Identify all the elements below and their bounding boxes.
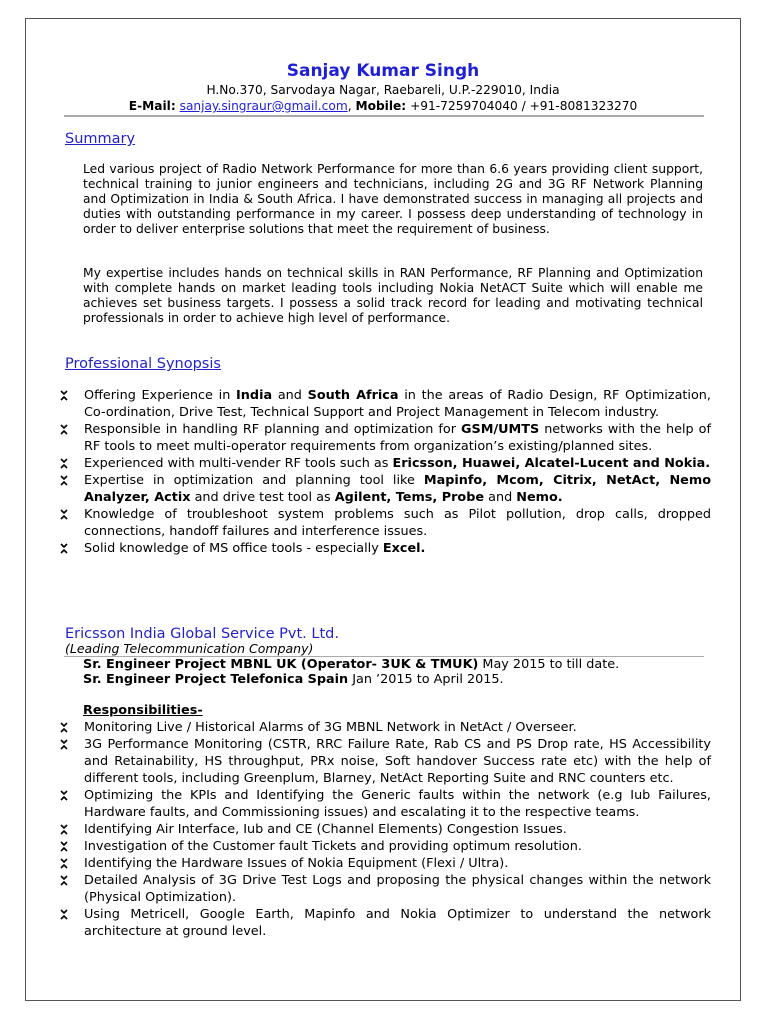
summary-paragraph-1: Led various project of Radio Network Performance for more than 6.6 years providing client support, technical training to junior engineers and technicians, including 2G and 3G RF Network Planning and Optimization in India & South Africa. I have demonstrated success in managing all projects and duties with outstanding performance in my career. I possess deep understanding of technology in order to deliver enterprise solutions that meet the requirement of business. [83, 162, 703, 236]
email-link[interactable]: sanjay.singraur@gmail.com [179, 99, 348, 113]
header-divider [64, 115, 704, 117]
list-item: Identifying the Hardware Issues of Nokia Equipment (Flexi / Ultra). [60, 855, 711, 872]
bullet-arrow-icon [60, 543, 68, 554]
list-item: Offering Experience in India and South Africa in the areas of Radio Design, RF Optimization, Co-ordination, Drive Test, Technical Support and Project Management in Telecom industry. [60, 387, 711, 421]
list-item: 3G Performance Monitoring (CSTR, RRC Failure Rate, Rab CS and PS Drop rate, HS Accessibility and Retainability, HS throughput, PRx noise, Soft handover Success rate etc) with the help of different tools, including Greenplum, Blarney, NetAct Reporting Suite and RNC counters etc. [60, 736, 711, 787]
responsibilities-title: Responsibilities- [83, 703, 203, 718]
list-item: Investigation of the Customer fault Tickets and providing optimum resolution. [60, 838, 711, 855]
list-item: Knowledge of troubleshoot system problems such as Pilot pollution, drop calls, dropped connections, handoff failures and interference issues. [60, 506, 711, 540]
company-name: Ericsson India Global Service Pvt. Ltd. [65, 626, 339, 642]
role-line: Sr. Engineer Project Telefonica Spain Jan ’2015 to April 2015. [83, 672, 504, 687]
list-item: Experienced with multi-vender RF tools such as Ericsson, Huawei, Alcatel-Lucent and Nokia. [60, 455, 711, 472]
list-item: Responsible in handling RF planning and optimization for GSM/UMTS networks with the help of RF tools to meet multi-operator requirements from organization’s existing/planned sites. [60, 421, 711, 455]
bullet-arrow-icon [60, 858, 68, 869]
bullet-arrow-icon [60, 875, 68, 886]
list-item: Optimizing the KPIs and Identifying the Generic faults within the network (e.g Iub Failures, Hardware faults, and Commissioning issues) and escalating it to the respective teams. [60, 787, 711, 821]
list-item: Using Metricell, Google Earth, Mapinfo and Nokia Optimizer to understand the network architecture at ground level. [60, 906, 711, 940]
bullet-arrow-icon [60, 509, 68, 520]
responsibilities-list [60, 719, 711, 940]
summary-title: Summary [65, 131, 136, 147]
list-item: Monitoring Live / Historical Alarms of 3G MBNL Network in NetAct / Overseer. [60, 719, 711, 736]
bullet-arrow-icon [60, 841, 68, 852]
contact-line: E-Mail: sanjay.singraur@gmail.com, Mobile: +91-7259704040 / +91-8081323270 [128, 99, 638, 113]
address: H.No.370, Sarvodaya Nagar, Raebareli, U.P.-229010, India [206, 83, 560, 97]
list-item: Detailed Analysis of 3G Drive Test Logs and proposing the physical changes within the network (Physical Optimization). [60, 872, 711, 906]
candidate-name: Sanjay Kumar Singh [286, 61, 480, 81]
list-item: Expertise in optimization and planning tool like Mapinfo, Mcom, Citrix, NetAct, Nemo Analyzer, Actix and drive test tool as Agilent, Tems, Probe and Nemo. [60, 472, 711, 506]
summary-paragraph-2: My expertise includes hands on technical skills in RAN Performance, RF Planning and Optimization with complete hands on market leading tools including Nokia NetACT Suite which will enable me achieves set business targets. I possess a solid track record for leading and motivating technical professionals in order to achieve high level of performance. [83, 266, 703, 325]
mobile-number: +91-7259704040 / +91-8081323270 [410, 99, 638, 113]
bullet-arrow-icon [60, 909, 68, 920]
bullet-arrow-icon [60, 424, 68, 435]
resume-header [25, 60, 741, 114]
bullet-arrow-icon [60, 790, 68, 801]
bullet-arrow-icon [60, 824, 68, 835]
list-item: Identifying Air Interface, Iub and CE (Channel Elements) Congestion Issues. [60, 821, 711, 838]
mobile-label: Mobile: [355, 99, 407, 113]
synopsis-list [60, 387, 711, 557]
bullet-arrow-icon [60, 458, 68, 469]
email-label: E-Mail: [128, 99, 176, 113]
company-subtitle: (Leading Telecommunication Company) [65, 641, 314, 656]
synopsis-title: Professional Synopsis [65, 356, 221, 372]
bullet-arrow-icon [60, 739, 68, 750]
role-line: Sr. Engineer Project MBNL UK (Operator- 3UK & TMUK) May 2015 to till date. [83, 657, 620, 672]
bullet-arrow-icon [60, 475, 68, 486]
bullet-arrow-icon [60, 390, 68, 401]
bullet-arrow-icon [60, 722, 68, 733]
list-item: Solid knowledge of MS office tools - especially Excel. [60, 540, 711, 557]
